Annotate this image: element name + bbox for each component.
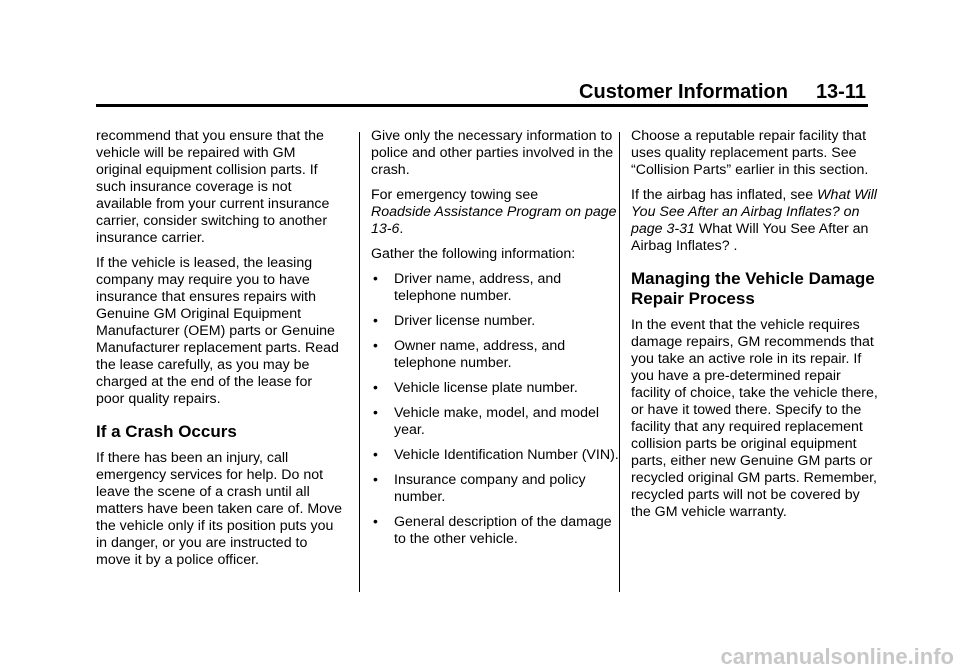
list-item: • Driver license number. — [371, 313, 619, 330]
list-item: • Vehicle license plate number. — [371, 380, 619, 397]
paragraph-text: For emergency towing see — [371, 187, 539, 203]
section-title: Customer Information — [579, 81, 788, 103]
cross-reference-link[interactable]: What Will You See After an Airbag Inflates? on page 3-31 — [631, 187, 877, 237]
list-item: • Insurance company and policy number. — [371, 472, 619, 506]
list-item: • Vehicle Identification Number (VIN). — [371, 447, 619, 464]
paragraph-text: If the airbag has inflated, see — [631, 187, 814, 203]
column-3 — [631, 128, 879, 529]
cross-reference-link[interactable]: Roadside Assistance Program on page 13-6 — [371, 204, 617, 237]
paragraph: recommend that you ensure that the vehicle will be repaired with GM original equipment collision parts. If such insurance coverage is not available from your current insurance carrier, consider switching to another insurance carrier. — [96, 128, 330, 246]
paragraph: If the vehicle is leased, the leasing company may require you to have insurance that ensures repairs with Genuine GM Original Equipment Manufacturer (OEM) parts or Genuine Manufacturer replacement parts. Read the lease carefully, as you may be charged at the end of the lease for poor quality repairs. — [96, 255, 339, 407]
paragraph — [631, 187, 879, 255]
column-2 — [371, 128, 619, 556]
paragraph — [371, 187, 619, 238]
paragraph: In the event that the vehicle requires damage repairs, GM recommends that you take an active role in its repair. If you have a pre-determined repair facility of choice, take the vehicle there, or have it towed there. Specify to the facility that any required replacement collision parts be original equipment parts, either new Genuine GM parts or recycled original GM parts. Remember, recycled parts will not be covered by the GM vehicle warranty. — [631, 317, 878, 520]
paragraph: Gather the following information: — [371, 246, 576, 262]
paragraph: If there has been an injury, call emergency services for help. Do not leave the scene of a crash until all matters have been taken care of. Move the vehicle only if its position puts you in danger, or you are instructed to move it by a police officer. — [96, 450, 343, 568]
page-header — [96, 80, 866, 104]
column-divider-1 — [359, 132, 360, 592]
list-item: • Vehicle make, model, and model year. — [371, 405, 619, 439]
paragraph-text: . — [399, 221, 404, 237]
list-item: • General description of the damage to the other vehicle. — [371, 514, 619, 548]
section-heading: If a Crash Occurs — [96, 422, 237, 441]
paragraph: Give only the necessary information to police and other parties involved in the crash. — [371, 128, 614, 178]
header-rule — [96, 104, 868, 107]
list-item: • Driver name, address, and telephone number. — [371, 271, 619, 305]
info-list — [371, 271, 619, 548]
list-item: • Owner name, address, and telephone number. — [371, 338, 619, 372]
paragraph: Choose a reputable repair facility that uses quality replacement parts. See “Collision Parts” earlier in this section. — [631, 128, 869, 178]
watermark: carmanualsonline.info — [720, 644, 954, 669]
page-number: 13-11 — [815, 81, 866, 103]
column-1 — [96, 128, 344, 577]
paragraph-text: What Will You See After an Airbag Inflates? . — [631, 221, 869, 254]
column-divider-2 — [619, 132, 620, 592]
section-heading: Managing the Vehicle Damage Repair Process — [631, 269, 875, 308]
